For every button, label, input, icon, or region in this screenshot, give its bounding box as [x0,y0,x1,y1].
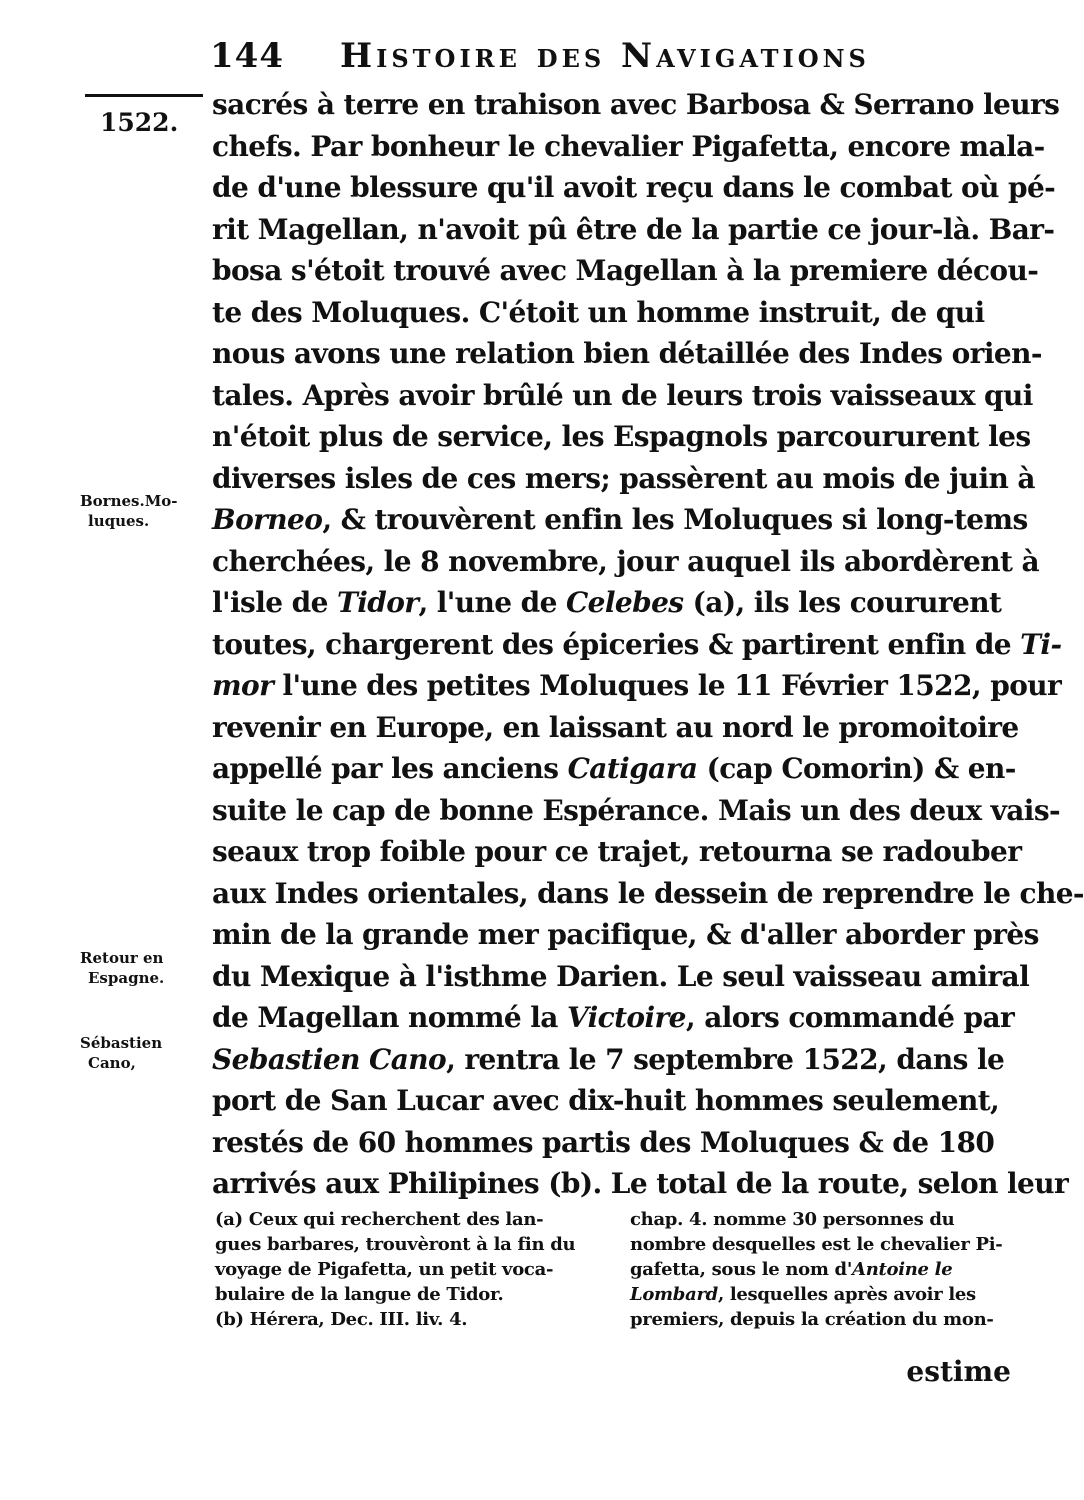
footnote-line: gafetta, sous le nom d'Antoine le [630,1259,953,1280]
text-line: appellé par les anciens Catigara (cap Comorin) & en- [212,752,1016,785]
italic-text: Lombard [630,1284,718,1305]
text-line: de d'une blessure qu'il avoit reçu dans le combat où pé- [212,171,1056,204]
footnote-line: premiers, depuis la création du mon- [630,1309,994,1330]
text-line: arrivés aux Philipines (b). Le total de la route, selon leur [212,1167,1069,1200]
text-line: toutes, chargerent des épiceries & partirent enfin de Ti- [212,627,1062,661]
catchword: estime [906,1355,1011,1388]
italic-text: Antoine le [852,1259,953,1280]
footnote-line: (b) Hérera, Dec. III. liv. 4. [215,1309,468,1330]
page-number: 144 [210,36,284,76]
italic-text: Victoire [566,1001,686,1034]
italic-text: Catigara [567,752,698,785]
text-line: seaux trop foible pour ce trajet, retourna se radouber [212,835,1022,868]
footnote-line: gues barbares, trouvèront à la fin du [215,1234,576,1255]
italic-text: Tidor [336,586,419,619]
text-line: rit Magellan, n'avoit pû être de la partie ce jour-là. Bar- [212,212,1055,246]
italic-text: Sebastien Cano [212,1042,447,1076]
text-line: restés de 60 hommes partis des Moluques & de 180 [212,1125,995,1159]
footnote-line: voyage de Pigafetta, un petit voca- [215,1259,554,1280]
margin-note-line: Retour en [80,949,164,967]
footnote-line: (a) Ceux qui recherchent des lan- [215,1209,544,1230]
margin-note-retour [80,948,210,988]
text-line: cherchées, le 8 novembre, jour auquel ils abordèrent à [212,544,1040,578]
margin-note-line: Bornes.Mo- [80,492,178,510]
running-header [210,36,1010,82]
italic-text: Celebes [565,586,684,619]
italic-text: Ti- [1020,627,1062,661]
text-line: chefs. Par bonheur le chevalier Pigafetta, encore mala- [212,129,1045,163]
text-line: n'étoit plus de service, les Espagnols parcoururent les [212,420,1031,453]
text-line: l'isle de Tidor, l'une de Celebes (a), ils les coururent [212,586,1002,619]
margin-rule [85,94,203,97]
text-line: tales. Après avoir brûlé un de leurs trois vaisseaux qui [212,378,1033,412]
footnote-column-right [630,1207,1015,1332]
text-line: sacrés à terre en trahison avec Barbosa & Serrano leurs [212,88,1060,121]
text-line: te des Moluques. C'étoit un homme instruit, de qui [212,295,985,329]
text-line: port de San Lucar avec dix-huit hommes seulement, [212,1084,1000,1117]
main-text [212,84,1084,1205]
margin-note-line: Cano, [88,1054,136,1072]
margin-note-borneo [80,491,210,531]
text-line: diverses isles de ces mers; passèrent au mois de juin à [212,461,1035,495]
italic-text: Borneo [212,503,323,536]
text-line: bosa s'étoit trouvé avec Magellan à la premiere décou- [212,254,1039,287]
text-line: min de la grande mer pacifique, & d'aller aborder près [212,918,1039,951]
running-title: Histoire des Navigations [340,36,870,76]
text-line: aux Indes orientales, dans le dessein de reprendre le che- [212,876,1084,910]
footnote-line: nombre desquelles est le chevalier Pi- [630,1234,1003,1255]
margin-note-line: luques. [88,512,150,530]
text-line: mor l'une des petites Moluques le 11 Février 1522, pour [212,669,1062,702]
italic-text: mor [212,669,274,702]
text-line: revenir en Europe, en laissant au nord le promoitoire [212,710,1019,744]
text-line: de Magellan nommé la Victoire, alors commandé par [212,1001,1015,1034]
footnote-line: chap. 4. nomme 30 personnes du [630,1209,955,1230]
text-line: Sebastien Cano, rentra le 7 septembre 1522, dans le [212,1042,1005,1076]
margin-year: 1522. [100,108,179,137]
margin-note-cano [80,1033,210,1073]
text-line: du Mexique à l'isthme Darien. Le seul vaisseau amiral [212,959,1030,993]
text-line: nous avons une relation bien détaillée des Indes orien- [212,337,1042,370]
text-line: suite le cap de bonne Espérance. Mais un des deux vais- [212,793,1061,827]
footnote-column-left [215,1207,600,1332]
margin-note-line: Sébastien [80,1034,163,1052]
footnote-line: bulaire de la langue de Tidor. [215,1284,504,1305]
margin-note-line: Espagne. [88,969,165,987]
text-line: Borneo, & trouvèrent enfin les Moluques si long-tems [212,503,1028,536]
footnote-line: Lombard, lesquelles après avoir les [630,1284,976,1305]
